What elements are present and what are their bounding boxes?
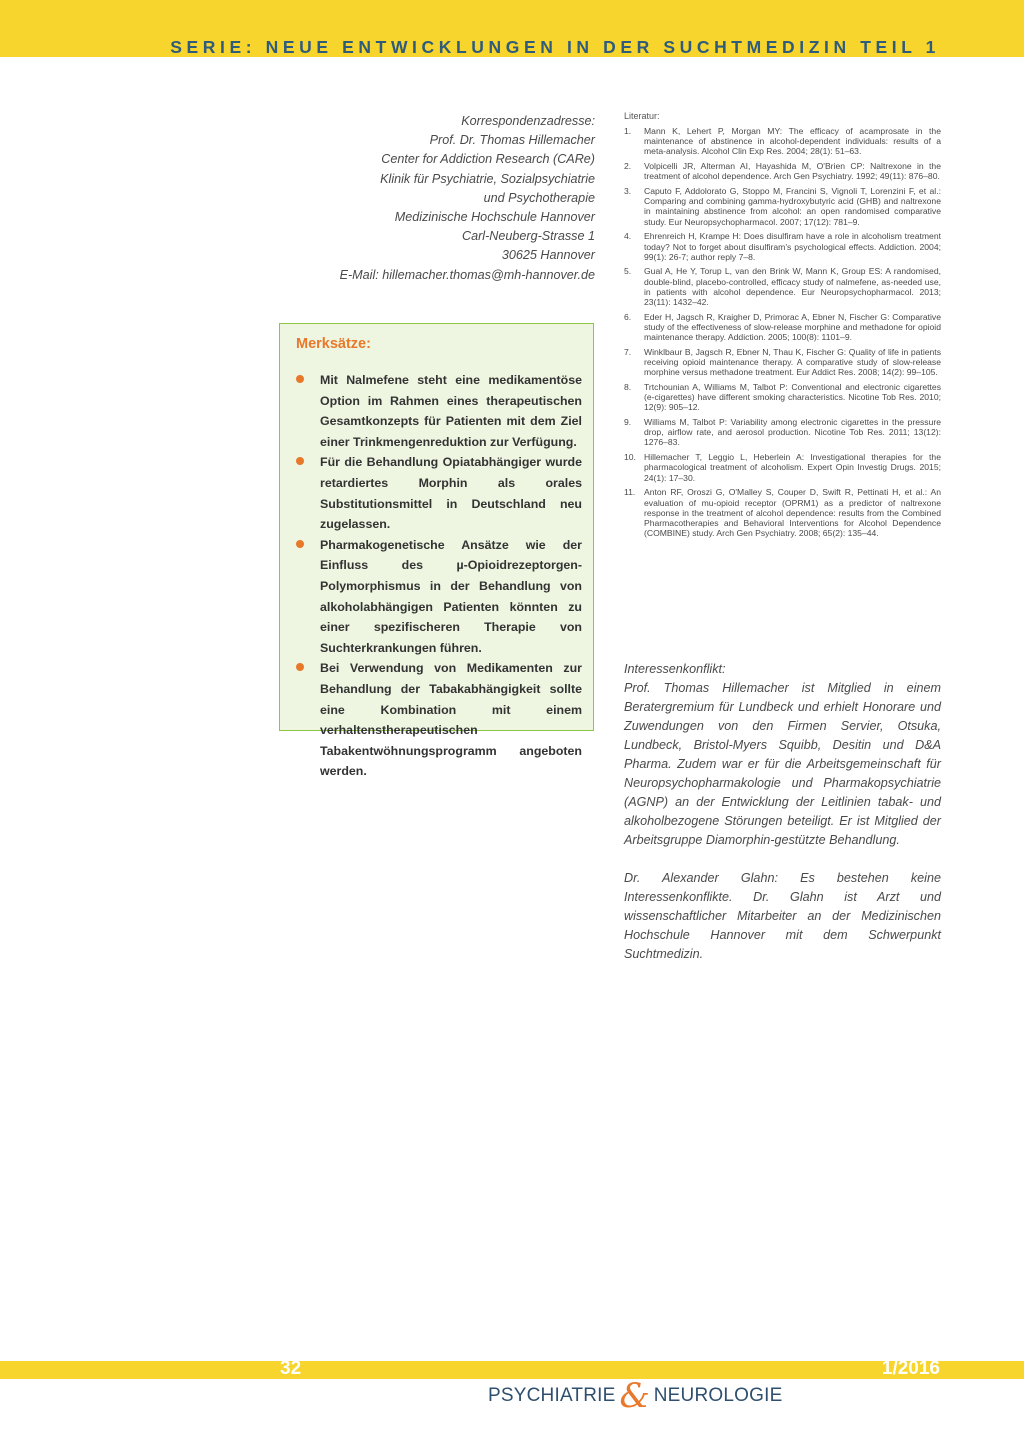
reference-number: 10. [624, 452, 636, 463]
bullet-icon [296, 375, 304, 383]
reference-item [624, 312, 941, 343]
address-line: und Psychotherapie [483, 190, 595, 205]
conflict-paragraph-2: Dr. Alexander Glahn: Es bestehen keine Interessenkonflikte. Dr. Glahn ist Arzt und wissenschaftlicher Mitarbeiter an der Medizinischen Hochschule Hannover mit dem Schwerpunkt Suchtmedizin. [624, 871, 941, 961]
reference-text: Eder H, Jagsch R, Kraigher D, Primorac A, Ebner N, Fischer G: Comparative study of the effectiveness of slow-release morphine and methadone for opioid maintenance therapy. Addiction. 2005; 100(8): 1101–9. [644, 311, 941, 343]
address-line: Korrespondenzadresse: [461, 114, 595, 128]
bullet-icon [296, 540, 304, 548]
reference-item [624, 382, 941, 413]
bullet-icon [296, 663, 304, 671]
issue-number: 1/2016 [881, 1358, 940, 1379]
key-point-item [294, 535, 582, 659]
key-point-text: Pharmakogenetische Ansätze wie der Einfluss des µ-Opioidrezeptorgen-Polymorphismus in der Behandlung von alkoholabhängigen Patienten könnten zu einer spezifischeren Therapie von Suchterkrankungen führen. [320, 537, 582, 655]
conflict-of-interest [624, 660, 941, 964]
address-line: Prof. Dr. Thomas Hillemacher [429, 133, 595, 148]
reference-number: 2. [624, 161, 632, 172]
page-number: 32 [280, 1358, 302, 1379]
address-line: Center for Addiction Research (CARe) [381, 152, 595, 167]
journal-logo [488, 1378, 782, 1414]
key-points-list [294, 370, 582, 782]
logo-ampersand: & [619, 1376, 650, 1416]
reference-number: 7. [624, 346, 632, 357]
reference-item [624, 487, 941, 538]
address-line: Carl-Neuberg-Strasse 1 [462, 229, 595, 244]
reference-item [624, 452, 941, 483]
literature-heading: Literatur: [624, 111, 660, 121]
key-points-box [279, 323, 594, 779]
address-line: 30625 Hannover [501, 248, 595, 263]
reference-text: Trtchounian A, Williams M, Talbot P: Conventional and electronic cigarettes (e-cigarettes) have different smoking characteristics. Nicotine Tob Res. 2010; 12(9): 905–12. [644, 381, 941, 413]
address-line: Klinik für Psychiatrie, Sozialpsychiatrie [380, 171, 595, 186]
reference-item [624, 161, 941, 181]
reference-number: 6. [624, 311, 632, 322]
reference-item [624, 417, 941, 448]
reference-item [624, 231, 941, 262]
reference-text: Ehrenreich H, Krampe H: Does disulfiram have a role in alcoholism treatment today? Not to forget about disulfiram's psychological effects. Addiction. 2004; 99(1): 26-7; author reply 7–8. [644, 231, 941, 262]
key-point-text: Bei Verwendung von Medikamenten zur Behandlung der Tabakabhängigkeit sollte eine Kombination mit einem verhaltenstherapeutischen Tabakentwöhnungsprogramm angeboten werden. [320, 661, 582, 779]
reference-number: 11. [624, 487, 636, 498]
address-email[interactable]: E-Mail: hillemacher.thomas@mh-hannover.de [339, 267, 595, 282]
conflict-heading: Interessenkonflikt: [624, 662, 726, 676]
conflict-paragraph-1: Prof. Thomas Hillemacher ist Mitglied in einem Beratergremium für Lundbeck und erhielt Honorare und Zuwendungen von den Firmen Servier, Otsuka, Lundbeck, Bristol-Myers Squibb, Desitin und D&A Pharma. Zudem war er für die Arbeitsgemeinschaft für Neuropsychopharmakologie und Pharmakopsychiatrie (AGNP) an der Entwicklung der Leitlinien tabak- und alkoholbezogene Störungen beteiligt. Er ist Mitglied der Arbeitsgruppe Diamorphin-gestützte Behandlung. [624, 681, 941, 847]
reference-text: Caputo F, Addolorato G, Stoppo M, Francini S, Vignoli T, Lorenzini F, et al.: Comparing and combining gamma-hydroxybutyric acid (GHB) and naltrexone in maintaining abstinence from alcohol: an open randomised comparative study. Eur Neuropsychopharmacol. 2007; 17(12): 781–9. [644, 186, 941, 227]
correspondence-address [300, 112, 595, 285]
reference-list [624, 126, 941, 543]
logo-word-right: NEUROLOGIE [653, 1385, 783, 1406]
bullet-icon [296, 457, 304, 465]
reference-item [624, 347, 941, 378]
key-point-text: Mit Nalmefene steht eine medikamentöse Option im Rahmen eines therapeutischen Gesamtkonzepts für Patienten mit dem Ziel einer Trinkmengenreduktion zur Verfügung. [320, 373, 582, 449]
reference-text: Winklbaur B, Jagsch R, Ebner N, Thau K, Fischer G: Quality of life in patients receiving opioid maintenance therapy. A comparative study of slow-release morphine versus methadone treatment. Eur Addict Res. 2008; 14(2): 99–105. [644, 346, 941, 378]
key-point-item [294, 452, 582, 534]
reference-text: Anton RF, Oroszi G, O'Malley S, Couper D, Swift R, Pettinati H, et al.: An evaluation of mu-opioid receptor (OPRM1) as a predictor of naltrexone response in the treatment of alcohol dependence: results from the Combined Pharmacotherapies and Behavioral Interventions for Alcohol Dependence (COMBINE) study. Arch Gen Psychiatry. 2008; 65(2): 135–44. [644, 487, 941, 539]
reference-number: 4. [624, 231, 632, 242]
reference-text: Hillemacher T, Leggio L, Heberlein A: Investigational therapies for the pharmacological treatment of alcoholism. Expert Opin Investig Drugs. 2015; 24(1): 17–30. [644, 452, 941, 483]
reference-text: Mann K, Lehert P, Morgan MY: The efficacy of acamprosate in the maintenance of abstinence in alcohol-dependent individuals: results of a meta-analysis. Alcohol Clin Exp Res. 2004; 28(1): 51–63. [644, 126, 941, 157]
key-point-item [294, 658, 582, 782]
reference-number: 1. [624, 126, 632, 136]
key-points-title: Merksätze: [296, 336, 371, 352]
reference-item [624, 266, 941, 307]
footer-band [0, 1361, 1024, 1379]
reference-text: Gual A, He Y, Torup L, van den Brink W, Mann K, Group ES: A randomised, double-blind, placebo-controlled, efficacy study of nalmefene, as-needed use, in patients with alcohol dependence. Eur Neuropsychopharmacol. 2013; 23(11): 1432–42. [644, 266, 941, 308]
key-point-text: Für die Behandlung Opiatabhängiger wurde retardiertes Morphin als orales Substitutionsmittel in Deutschland neu zugelassen. [320, 455, 582, 532]
reference-item [624, 186, 941, 227]
reference-text: Volpicelli JR, Alterman AI, Hayashida M, O'Brien CP: Naltrexone in the treatment of alcohol dependence. Arch Gen Psychiatry. 1992; 49(11): 876–80. [644, 161, 941, 182]
reference-number: 5. [624, 266, 632, 277]
address-line: Medizinische Hochschule Hannover [394, 210, 595, 225]
reference-number: 3. [624, 186, 632, 197]
logo-word-left: PSYCHIATRIE [488, 1385, 616, 1406]
key-point-item [294, 370, 582, 452]
reference-item [624, 126, 941, 157]
reference-number: 8. [624, 381, 632, 392]
reference-number: 9. [624, 417, 632, 428]
reference-text: Williams M, Talbot P: Variability among electronic cigarettes in the pressure drop, airflow rate, and aerosol production. Nicotine Tob Res. 2011; 13(12): 1276–83. [644, 417, 941, 448]
series-title: SERIE: NEUE ENTWICKLUNGEN IN DER SUCHTMEDIZIN TEIL 1 [170, 37, 940, 57]
